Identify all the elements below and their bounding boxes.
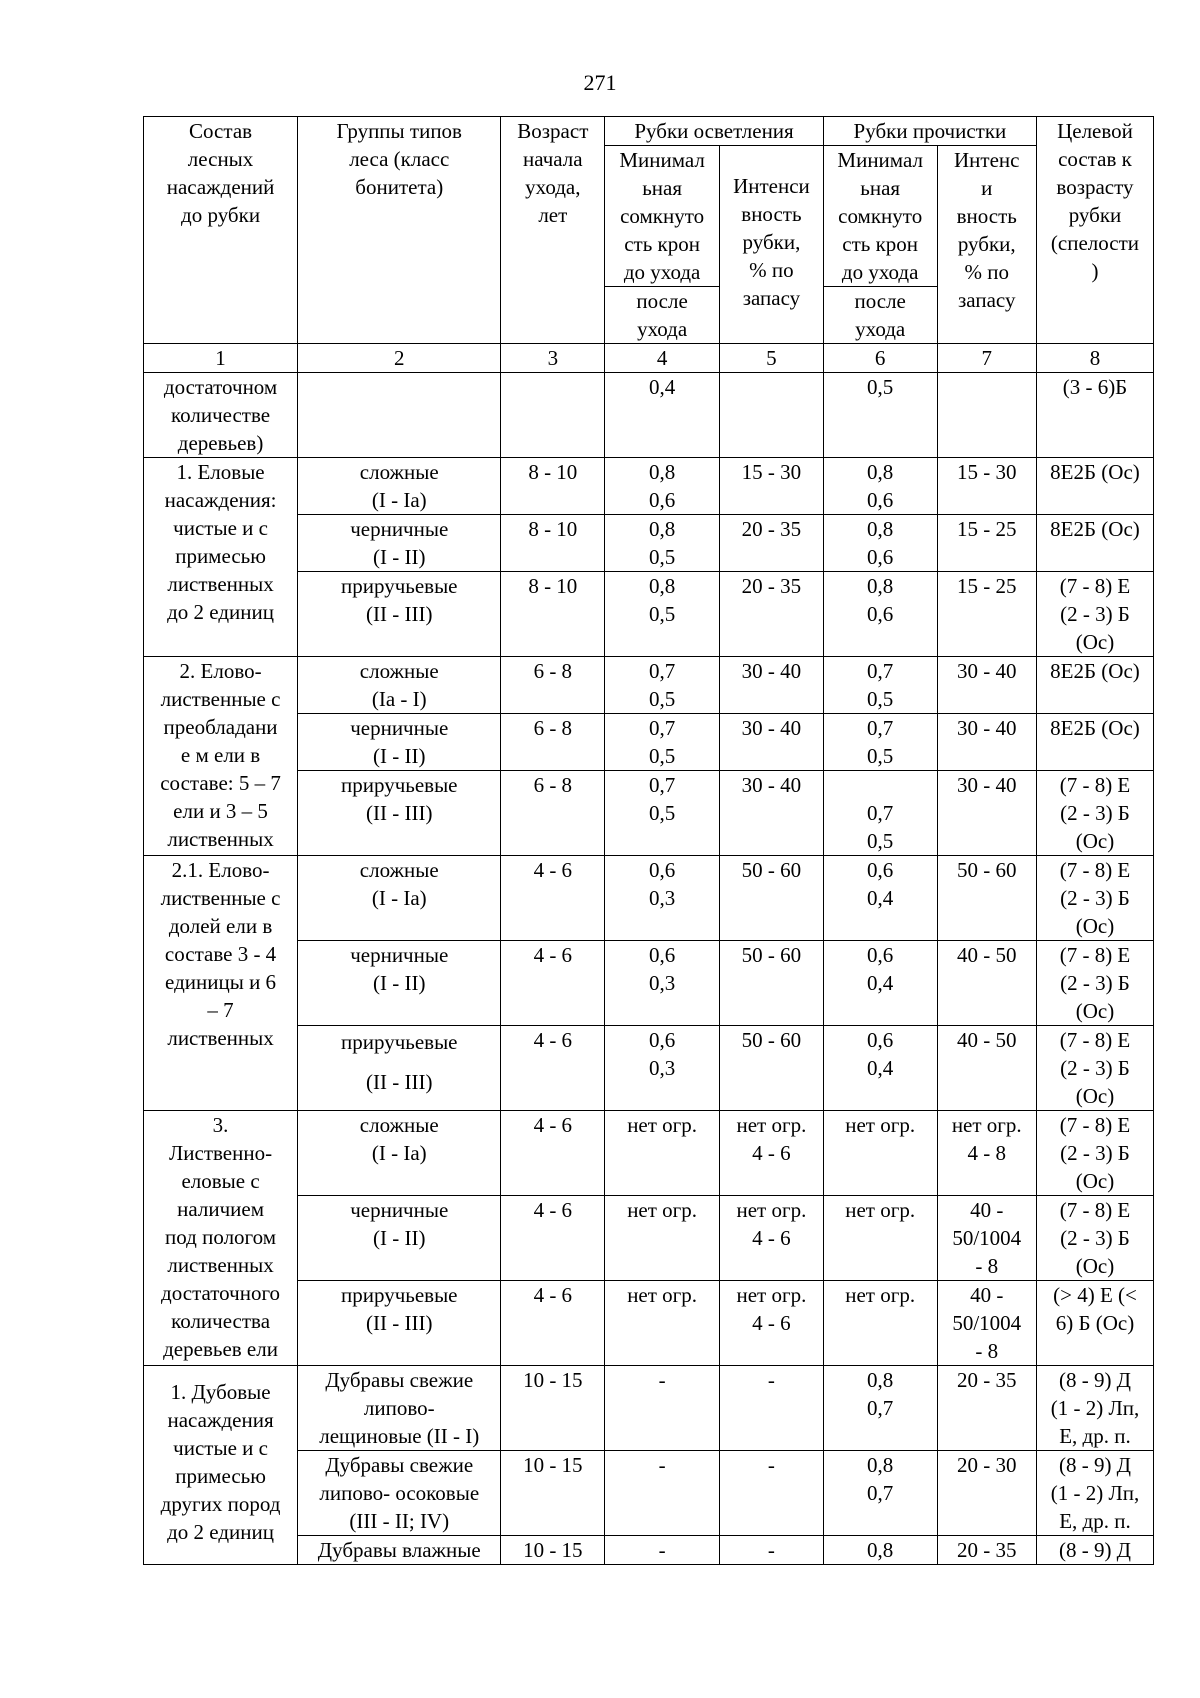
cell-intensity-cleaning: 40 - 50/1004 - 8	[937, 1281, 1036, 1366]
header-group-lightening: Рубки осветления	[605, 117, 824, 146]
cell-start-age: 4 - 6	[501, 941, 605, 1026]
cell-density-lightening: нет огр.	[605, 1111, 720, 1196]
cell-start-age: 4 - 6	[501, 1026, 605, 1111]
cell-target-composition: (8 - 9) Д (1 - 2) Лп, Е, др. п.	[1036, 1366, 1153, 1451]
cell-target-composition: (7 - 8) Е (2 - 3) Б (Ос)	[1036, 856, 1153, 941]
cell-density-cleaning: 0,8 0,6	[823, 572, 937, 657]
header-min-density-cleaning: Минимал ьная сомкнуто сть крон до ухода	[823, 146, 937, 287]
cell-forest-type	[298, 373, 501, 458]
cell-intensity-lightening: 15 - 30	[720, 458, 824, 515]
cell-density-cleaning: 0,6 0,4	[823, 1026, 937, 1111]
cell-forest-type: сложные (I - Ia)	[298, 458, 501, 515]
cell-density-lightening: 0,6 0,3	[605, 941, 720, 1026]
cell-density-cleaning: нет огр.	[823, 1111, 937, 1196]
cell-intensity-cleaning: 50 - 60	[937, 856, 1036, 941]
cell-target-composition: 8Е2Б (Ос)	[1036, 657, 1153, 714]
cell-intensity-lightening: нет огр. 4 - 6	[720, 1196, 824, 1281]
table-row	[144, 1366, 1154, 1451]
cell-density-lightening: -	[605, 1366, 720, 1451]
cell-intensity-cleaning: 20 - 30	[937, 1451, 1036, 1536]
cell-density-cleaning: 0,8 0,6	[823, 515, 937, 572]
cell-density-cleaning: 0,7 0,5	[823, 657, 937, 714]
header-after-care-lightening: после ухода	[605, 287, 720, 344]
cell-density-lightening: 0,7 0,5	[605, 771, 720, 856]
cell-start-age: 4 - 6	[501, 1281, 605, 1366]
page-number: 271	[583, 70, 617, 95]
cell-density-cleaning: 0,8 0,6	[823, 458, 937, 515]
cell-density-lightening: нет огр.	[605, 1281, 720, 1366]
cell-start-age: 4 - 6	[501, 1111, 605, 1196]
cell-forest-type: приручьевые (II - III)	[298, 1281, 501, 1366]
cell-intensity-cleaning	[937, 373, 1036, 458]
cell-composition-group: 1. Еловые насаждения: чистые и с примесью лиственных до 2 единиц	[144, 458, 298, 657]
cell-target-composition: (7 - 8) Е (2 - 3) Б (Ос)	[1036, 1196, 1153, 1281]
cell-density-lightening: 0,8 0,6	[605, 458, 720, 515]
cell-forest-type: Дубравы свежие липово- осоковые (III - II; IV)	[298, 1451, 501, 1536]
header-group-cleaning: Рубки прочистки	[823, 117, 1036, 146]
table-row	[144, 856, 1154, 941]
cell-intensity-cleaning: 15 - 25	[937, 515, 1036, 572]
cell-density-cleaning: 0,8	[823, 1536, 937, 1565]
cell-target-composition: (7 - 8) Е (2 - 3) Б (Ос)	[1036, 1111, 1153, 1196]
column-number: 5	[720, 344, 824, 373]
cell-density-lightening: 0,7 0,5	[605, 657, 720, 714]
cell-intensity-lightening: 50 - 60	[720, 941, 824, 1026]
cell-intensity-lightening: нет огр. 4 - 6	[720, 1111, 824, 1196]
cell-forest-type: Дубравы влажные	[298, 1536, 501, 1565]
cell-density-lightening: 0,4	[605, 373, 720, 458]
cell-target-composition: (3 - 6)Б	[1036, 373, 1153, 458]
cell-intensity-cleaning: нет огр. 4 - 8	[937, 1111, 1036, 1196]
table-row	[144, 657, 1154, 714]
column-number: 8	[1036, 344, 1153, 373]
cell-intensity-cleaning: 40 - 50	[937, 941, 1036, 1026]
cell-target-composition: 8Е2Б (Ос)	[1036, 714, 1153, 771]
cell-composition-group: 2. Елово- лиственные с преобладани е м ели в составе: 5 – 7 ели и 3 – 5 лиственных	[144, 657, 298, 856]
cell-density-lightening: 0,6 0,3	[605, 1026, 720, 1111]
cell-intensity-cleaning: 20 - 35	[937, 1536, 1036, 1565]
header-intensity-lightening: Интенси вность рубки, % по запасу	[720, 146, 824, 344]
cell-start-age	[501, 373, 605, 458]
column-number: 6	[823, 344, 937, 373]
cell-intensity-cleaning: 15 - 30	[937, 458, 1036, 515]
cell-forest-type: черничные (I - II)	[298, 1196, 501, 1281]
cell-intensity-lightening: нет огр. 4 - 6	[720, 1281, 824, 1366]
cell-composition-group: 1. Дубовые насаждения чистые и с примесью других пород до 2 единиц	[144, 1366, 298, 1565]
cell-forest-type: черничные (I - II)	[298, 941, 501, 1026]
cell-density-lightening: -	[605, 1536, 720, 1565]
cell-density-lightening: 0,8 0,5	[605, 572, 720, 657]
cell-intensity-lightening: 30 - 40	[720, 771, 824, 856]
cell-start-age: 4 - 6	[501, 1196, 605, 1281]
cell-intensity-cleaning: 40 - 50	[937, 1026, 1036, 1111]
forest-care-table	[143, 116, 1154, 1565]
cell-density-cleaning: нет огр.	[823, 1196, 937, 1281]
cell-density-lightening: нет огр.	[605, 1196, 720, 1281]
header-target-composition: Целевой состав к возрасту рубки (спелости )	[1036, 117, 1153, 344]
cell-density-cleaning: 0,7 0,5	[823, 714, 937, 771]
cell-start-age: 6 - 8	[501, 714, 605, 771]
cell-target-composition: (7 - 8) Е (2 - 3) Б (Ос)	[1036, 1026, 1153, 1111]
cell-intensity-cleaning: 30 - 40	[937, 771, 1036, 856]
cell-intensity-lightening: 50 - 60	[720, 856, 824, 941]
cell-start-age: 8 - 10	[501, 572, 605, 657]
header-intensity-cleaning: Интенс и вность рубки, % по запасу	[937, 146, 1036, 344]
cell-forest-type: приручьевые (II - III)	[298, 1026, 501, 1111]
cell-intensity-lightening: -	[720, 1536, 824, 1565]
cell-start-age: 10 - 15	[501, 1366, 605, 1451]
header-after-care-cleaning: после ухода	[823, 287, 937, 344]
cell-intensity-cleaning: 20 - 35	[937, 1366, 1036, 1451]
cell-forest-type: Дубравы свежие липово- лещиновые (II - I)	[298, 1366, 501, 1451]
cell-target-composition: (8 - 9) Д (1 - 2) Лп, Е, др. п.	[1036, 1451, 1153, 1536]
cell-intensity-cleaning: 30 - 40	[937, 657, 1036, 714]
cell-intensity-lightening: 20 - 35	[720, 515, 824, 572]
column-number: 2	[298, 344, 501, 373]
cell-target-composition: (7 - 8) Е (2 - 3) Б (Ос)	[1036, 771, 1153, 856]
column-number: 1	[144, 344, 298, 373]
cell-target-composition: 8Е2Б (Ос)	[1036, 515, 1153, 572]
header-row-1	[144, 117, 1154, 146]
cell-start-age: 6 - 8	[501, 771, 605, 856]
cell-density-cleaning: 0,7 0,5	[823, 771, 937, 856]
table-row	[144, 1111, 1154, 1196]
cell-density-lightening: 0,7 0,5	[605, 714, 720, 771]
cell-composition-group: 2.1. Елово- лиственные с долей ели в составе 3 - 4 единицы и 6 – 7 лиственных	[144, 856, 298, 1111]
cell-target-composition: (7 - 8) Е (2 - 3) Б (Ос)	[1036, 572, 1153, 657]
table-row	[144, 458, 1154, 515]
cell-start-age: 6 - 8	[501, 657, 605, 714]
cell-forest-type: сложные (I - Ia)	[298, 1111, 501, 1196]
cell-composition-group: 3. Лиственно- еловые с наличием под пологом лиственных достаточного количества деревьев ели	[144, 1111, 298, 1366]
cell-forest-type: приручьевые (II - III)	[298, 771, 501, 856]
cell-intensity-lightening: 30 - 40	[720, 657, 824, 714]
cell-density-lightening: 0,8 0,5	[605, 515, 720, 572]
cell-intensity-cleaning: 15 - 25	[937, 572, 1036, 657]
cell-forest-type: сложные (I - Ia)	[298, 856, 501, 941]
header-forest-type-groups: Группы типов леса (класс бонитета)	[298, 117, 501, 344]
table-row	[144, 373, 1154, 458]
cell-start-age: 10 - 15	[501, 1536, 605, 1565]
cell-density-cleaning: нет огр.	[823, 1281, 937, 1366]
cell-target-composition: 8Е2Б (Ос)	[1036, 458, 1153, 515]
column-number: 3	[501, 344, 605, 373]
cell-forest-type: черничные (I - II)	[298, 714, 501, 771]
cell-intensity-lightening: 20 - 35	[720, 572, 824, 657]
cell-density-lightening: -	[605, 1451, 720, 1536]
cell-density-cleaning: 0,8 0,7	[823, 1366, 937, 1451]
cell-target-composition: (8 - 9) Д	[1036, 1536, 1153, 1565]
cell-start-age: 10 - 15	[501, 1451, 605, 1536]
header-min-density-lightening: Минимал ьная сомкнуто сть крон до ухода	[605, 146, 720, 287]
cell-density-cleaning: 0,6 0,4	[823, 856, 937, 941]
column-number: 4	[605, 344, 720, 373]
header-start-age: Возраст начала ухода, лет	[501, 117, 605, 344]
cell-intensity-lightening: 50 - 60	[720, 1026, 824, 1111]
column-numbers-row	[144, 344, 1154, 373]
cell-intensity-cleaning: 30 - 40	[937, 714, 1036, 771]
cell-target-composition: (7 - 8) Е (2 - 3) Б (Ос)	[1036, 941, 1153, 1026]
cell-intensity-lightening	[720, 373, 824, 458]
cell-target-composition: (> 4) Е (< 6) Б (Ос)	[1036, 1281, 1153, 1366]
cell-density-cleaning: 0,5	[823, 373, 937, 458]
cell-density-cleaning: 0,8 0,7	[823, 1451, 937, 1536]
cell-start-age: 4 - 6	[501, 856, 605, 941]
cell-composition: достаточном количестве деревьев)	[144, 373, 298, 458]
cell-forest-type: сложные (Ia - I)	[298, 657, 501, 714]
cell-forest-type: приручьевые (II - III)	[298, 572, 501, 657]
cell-intensity-lightening: 30 - 40	[720, 714, 824, 771]
cell-forest-type: черничные (I - II)	[298, 515, 501, 572]
cell-intensity-lightening: -	[720, 1366, 824, 1451]
cell-start-age: 8 - 10	[501, 515, 605, 572]
cell-density-cleaning: 0,6 0,4	[823, 941, 937, 1026]
cell-start-age: 8 - 10	[501, 458, 605, 515]
header-composition: Состав лесных насаждений до рубки	[144, 117, 298, 344]
cell-intensity-lightening: -	[720, 1451, 824, 1536]
column-number: 7	[937, 344, 1036, 373]
cell-density-lightening: 0,6 0,3	[605, 856, 720, 941]
cell-intensity-cleaning: 40 - 50/1004 - 8	[937, 1196, 1036, 1281]
